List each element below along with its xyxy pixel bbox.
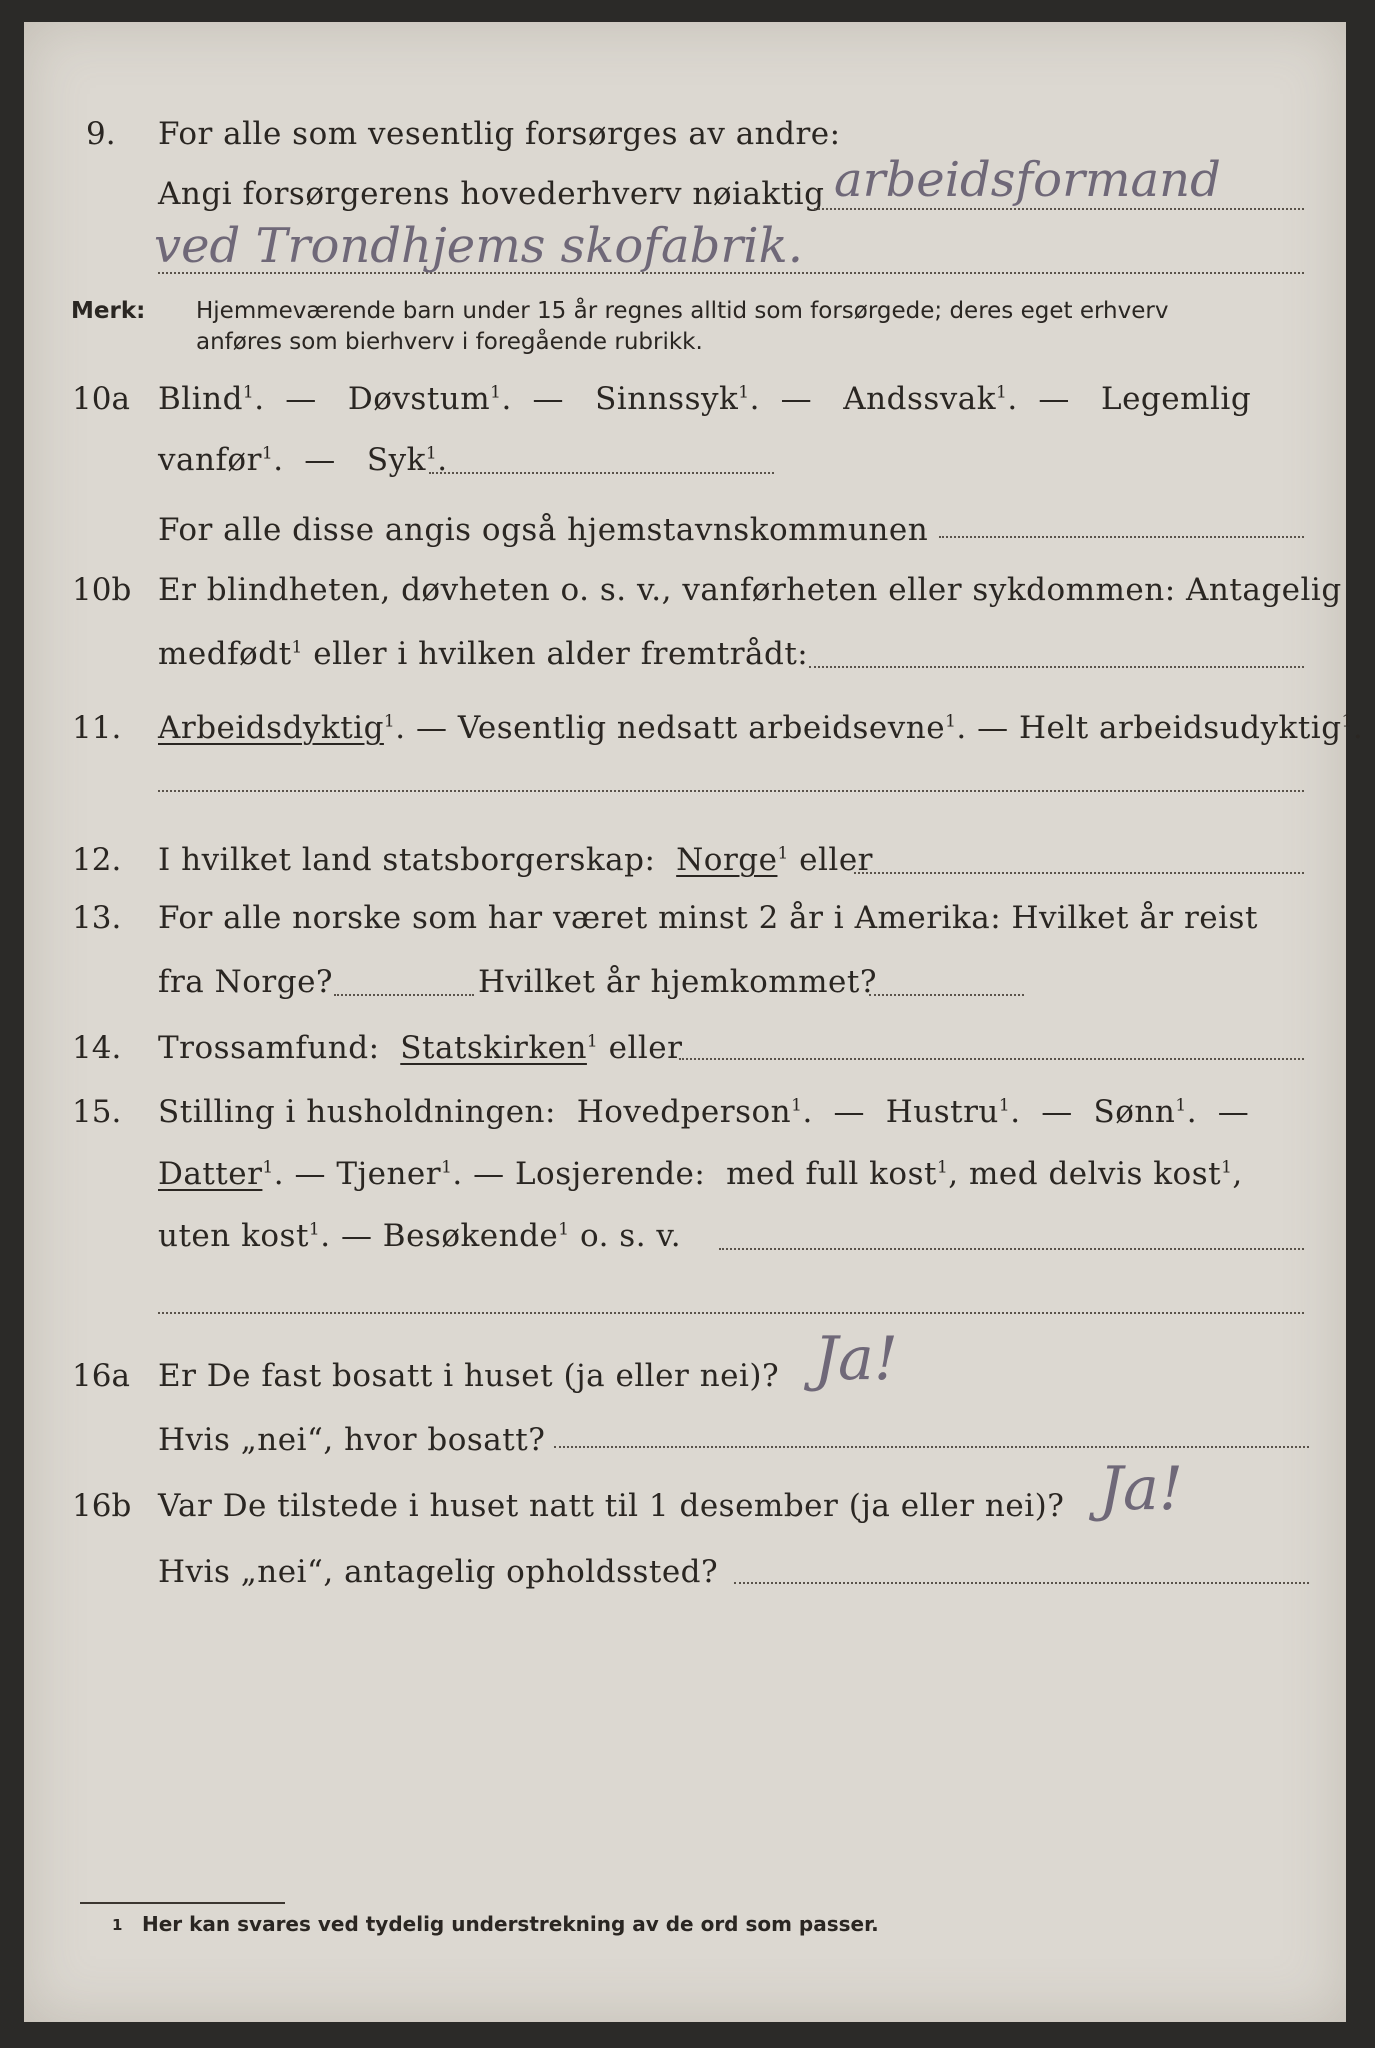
q15-line2: Datter$^1$. — Tjener$^1$. — Losjerende: med full kost$^1$, med delvis kost$^1$,	[158, 1156, 1243, 1192]
q9-line1: For alle som vesentlig forsørges av andre:	[158, 116, 841, 152]
arbeidsdyktig-option: Arbeidsdyktig	[158, 710, 384, 746]
q15-line1: Stilling i husholdningen: Hovedperson$^1$. — Hustru$^1$. — Sønn$^1$. —	[158, 1094, 1250, 1130]
q14-number: 14.	[72, 1030, 122, 1066]
q11-answer-line	[158, 790, 1304, 792]
footnote-marker: 1	[112, 1916, 123, 1934]
census-form-page	[24, 22, 1364, 2022]
helt-arbeidsudyktig-option: Helt arbeidsudyktig	[1018, 710, 1342, 746]
q14-line: Trossamfund: Statskirken$^1$ eller	[158, 1030, 683, 1066]
norge-option: Norge	[676, 842, 778, 878]
syk-option: Syk	[366, 442, 426, 478]
tjener-option: Tjener	[336, 1156, 442, 1192]
datter-option: Datter	[158, 1156, 263, 1192]
q16b-line2: Hvis „nei“, antagelig opholdssted?	[158, 1554, 719, 1590]
legemlig-option: Legemlig	[1101, 381, 1252, 417]
q10a-line2: vanfør$^1$. — Syk$^1$.	[158, 442, 448, 478]
dovstum-option: Døvstum	[347, 381, 491, 417]
q16b-line1: Var De tilstede i huset natt til 1 desember (ja eller nei)?	[158, 1488, 1065, 1524]
q16a-line2: Hvis „nei“, hvor bosatt?	[158, 1422, 546, 1458]
q10b-line2: medfødt$^1$ eller i hvilken alder fremtrådt:	[158, 636, 809, 672]
q9-handwritten-answer1: arbeidsformand	[834, 152, 1221, 208]
blind-option: Blind	[158, 381, 243, 417]
q13-hjem-answer-line	[869, 994, 1024, 996]
q16b-number: 16b	[72, 1488, 132, 1524]
q9-handwritten-answer2: ved Trondhjems skofabrik.	[154, 218, 803, 274]
q15-answer-line	[719, 1248, 1304, 1250]
q15-line3: uten kost$^1$. — Besøkende$^1$ o. s. v.	[158, 1218, 682, 1254]
sonn-option: Sønn	[1093, 1094, 1176, 1130]
footnote-rule	[80, 1902, 285, 1904]
q16b-answer-line	[734, 1582, 1309, 1584]
besokende-option: Besøkende	[382, 1218, 559, 1254]
q10a-line1: Blind$^1$. — Døvstum$^1$. — Sinnssyk$^1$. — Andssvak$^1$. — Legemlig	[158, 381, 1252, 417]
q16a-answer-line	[554, 1446, 1309, 1448]
q15-extra-line	[158, 1312, 1304, 1314]
hjemstavn-answer-line	[939, 536, 1304, 538]
statskirken-option: Statskirken	[400, 1030, 587, 1066]
medfodt-option: medfødt	[158, 636, 292, 672]
q11-line1: Arbeidsdyktig$^1$. — Vesentlig nedsatt arbeidsevne$^1$. — Helt arbeidsudyktig$^1$.	[158, 710, 1364, 746]
q15-number: 15.	[72, 1094, 122, 1130]
q10b-line1: Er blindheten, døvheten o. s. v., vanførheten eller sykdommen: Antagelig	[158, 572, 1342, 608]
q16a-line1: Er De fast bosatt i huset (ja eller nei)?	[158, 1358, 780, 1394]
q11-number: 11.	[72, 710, 122, 746]
q10b-answer-line	[809, 666, 1304, 668]
q12-line: I hvilket land statsborgerskap: Norge$^1$ eller	[158, 842, 873, 878]
hovedperson-option: Hovedperson	[576, 1094, 792, 1130]
q9-number: 9.	[86, 116, 116, 152]
q12-number: 12.	[72, 842, 122, 878]
uten-kost-option: uten kost	[158, 1218, 309, 1254]
q10a-number: 10a	[72, 381, 130, 417]
q9-answer-line1	[814, 208, 1304, 210]
q10a-line3: For alle disse angis også hjemstavnskommunen	[158, 512, 929, 548]
q12-answer-line	[854, 872, 1304, 874]
q13-line1: For alle norske som har været minst 2 år i Amerika: Hvilket år reist	[158, 900, 1258, 936]
q13-hjemkommet: Hvilket år hjemkommet?	[478, 964, 877, 1000]
hustru-option: Hustru	[885, 1094, 999, 1130]
q10a-answer-line	[429, 472, 774, 474]
sinnssyk-option: Sinnssyk	[595, 381, 739, 417]
q14-answer-line	[679, 1058, 1304, 1060]
merk-line2: anføres som bierhverv i foregående rubrikk.	[196, 329, 703, 355]
vanfor-option: vanfør	[158, 442, 262, 478]
q13-fra-norge: fra Norge?	[158, 964, 334, 1000]
q10b-number: 10b	[72, 572, 132, 608]
full-kost-option: med full kost	[726, 1156, 937, 1192]
vesentlig-nedsatt-option: Vesentlig nedsatt arbeidsevne	[457, 710, 946, 746]
merk-label: Merk:	[71, 298, 146, 324]
footnote-text: Her kan svares ved tydelig understrekning av de ord som passer.	[142, 1912, 879, 1936]
q9-line2: Angi forsørgerens hovederhverv nøiaktig	[158, 176, 825, 212]
andssvak-option: Andssvak	[843, 381, 997, 417]
q13-fra-answer-line	[334, 994, 474, 996]
q16b-handwritten-answer: Ja!	[1099, 1454, 1183, 1524]
q16a-handwritten-answer: Ja!	[814, 1324, 898, 1394]
merk-line1: Hjemmeværende barn under 15 år regnes alltid som forsørgede; deres eget erhverv	[196, 298, 1169, 324]
delvis-kost-option: med delvis kost	[969, 1156, 1222, 1192]
q16a-number: 16a	[72, 1358, 130, 1394]
q13-number: 13.	[72, 900, 122, 936]
